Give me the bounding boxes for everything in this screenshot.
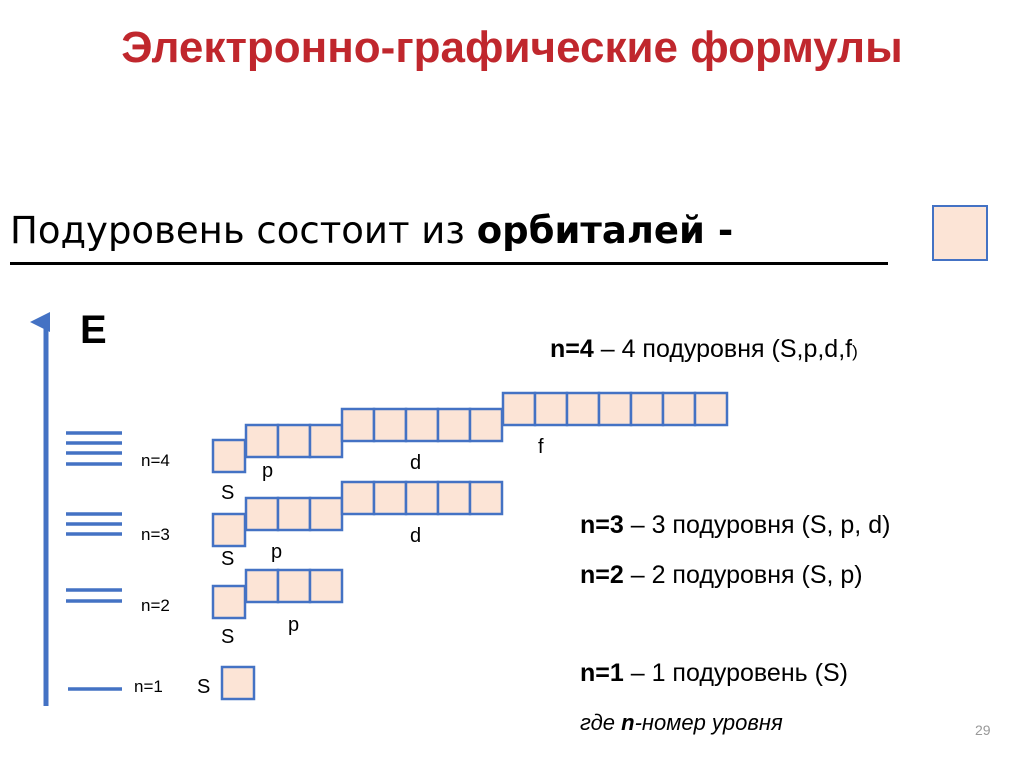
orbital-n4-f-1 — [503, 393, 535, 425]
orbital-n2-s-1 — [213, 586, 245, 618]
orbital-n4-f-6 — [663, 393, 695, 425]
info-n2 — [580, 561, 863, 590]
note-bold: n — [621, 710, 635, 735]
n4-f-label: f — [538, 436, 544, 458]
n2-s-label: S — [221, 626, 235, 648]
info-n3 — [580, 511, 890, 540]
orbital-n4-d-2 — [374, 409, 406, 441]
level-label-n1: n=1 — [134, 677, 163, 696]
orbital-n4-d-4 — [438, 409, 470, 441]
orbital-n3-p-3 — [310, 498, 342, 530]
n3-d-label: d — [410, 525, 422, 547]
orbital-n2-p-3 — [310, 570, 342, 602]
n1-s-label: S — [197, 676, 211, 698]
n2-p-label: p — [288, 614, 300, 636]
info-n3-text: – 3 подуровня (S, p, d) — [623, 511, 891, 539]
energy-axis-label: E — [80, 308, 107, 352]
orbital-n3-d-2 — [374, 482, 406, 514]
info-n4-text: – 4 подуровня (S,p,d,f — [593, 335, 853, 363]
orbital-n4-f-7 — [695, 393, 727, 425]
orbital-n2-p-2 — [278, 570, 310, 602]
subtitle-bold-text: орбиталей - — [476, 209, 734, 252]
info-n4-bold: n=4 — [550, 335, 594, 363]
note-prefix: где — [580, 710, 622, 735]
orbital-n3-p-2 — [278, 498, 310, 530]
orbital-n3-p-1 — [246, 498, 278, 530]
orbital-n3-s-1 — [213, 514, 245, 546]
orbital-n4-f-3 — [567, 393, 599, 425]
info-n1-bold: n=1 — [580, 659, 624, 687]
orbital-n4-d-5 — [470, 409, 502, 441]
n4-p-label: p — [262, 460, 274, 482]
orbital-n3-d-1 — [342, 482, 374, 514]
info-n4-close: ) — [852, 342, 858, 361]
orbital-n3-d-3 — [406, 482, 438, 514]
level-label-n2: n=2 — [141, 596, 170, 615]
orbital-n2-p-1 — [246, 570, 278, 602]
n3-p-label: p — [271, 541, 283, 563]
level-lines — [66, 433, 122, 689]
info-n4 — [550, 335, 858, 364]
level-label-n3: n=3 — [141, 525, 170, 544]
level-note — [580, 710, 783, 736]
orbital-n4-s-1 — [213, 440, 245, 472]
info-n2-bold: n=2 — [580, 561, 624, 589]
orbital-n4-d-3 — [406, 409, 438, 441]
orbital-n1-s-1 — [222, 667, 254, 699]
page-number: 29 — [975, 722, 991, 738]
n4-s-label: S — [221, 482, 235, 504]
orbital-n4-f-4 — [599, 393, 631, 425]
info-n2-text: – 2 подуровня (S, p) — [623, 561, 863, 589]
orbital-boxes — [213, 393, 727, 699]
orbital-n3-d-5 — [470, 482, 502, 514]
info-n1-text: – 1 подуровень (S) — [623, 659, 848, 687]
n3-s-label: S — [221, 548, 235, 570]
orbital-n4-f-2 — [535, 393, 567, 425]
note-suffix: -номер уровня — [634, 710, 783, 735]
orbital-n4-d-1 — [342, 409, 374, 441]
page-title: Электронно-графические формулы — [121, 23, 903, 72]
info-n1 — [580, 659, 848, 688]
orbital-n4-f-5 — [631, 393, 663, 425]
orbital-n4-p-3 — [310, 425, 342, 457]
subtitle-text: Подуровень состоит из — [10, 209, 477, 252]
info-n3-bold: n=3 — [580, 511, 624, 539]
orbital-n4-p-1 — [246, 425, 278, 457]
orbital-n3-d-4 — [438, 482, 470, 514]
level-label-n4: n=4 — [141, 451, 170, 470]
orbital-n4-p-2 — [278, 425, 310, 457]
n4-d-label: d — [410, 452, 422, 474]
